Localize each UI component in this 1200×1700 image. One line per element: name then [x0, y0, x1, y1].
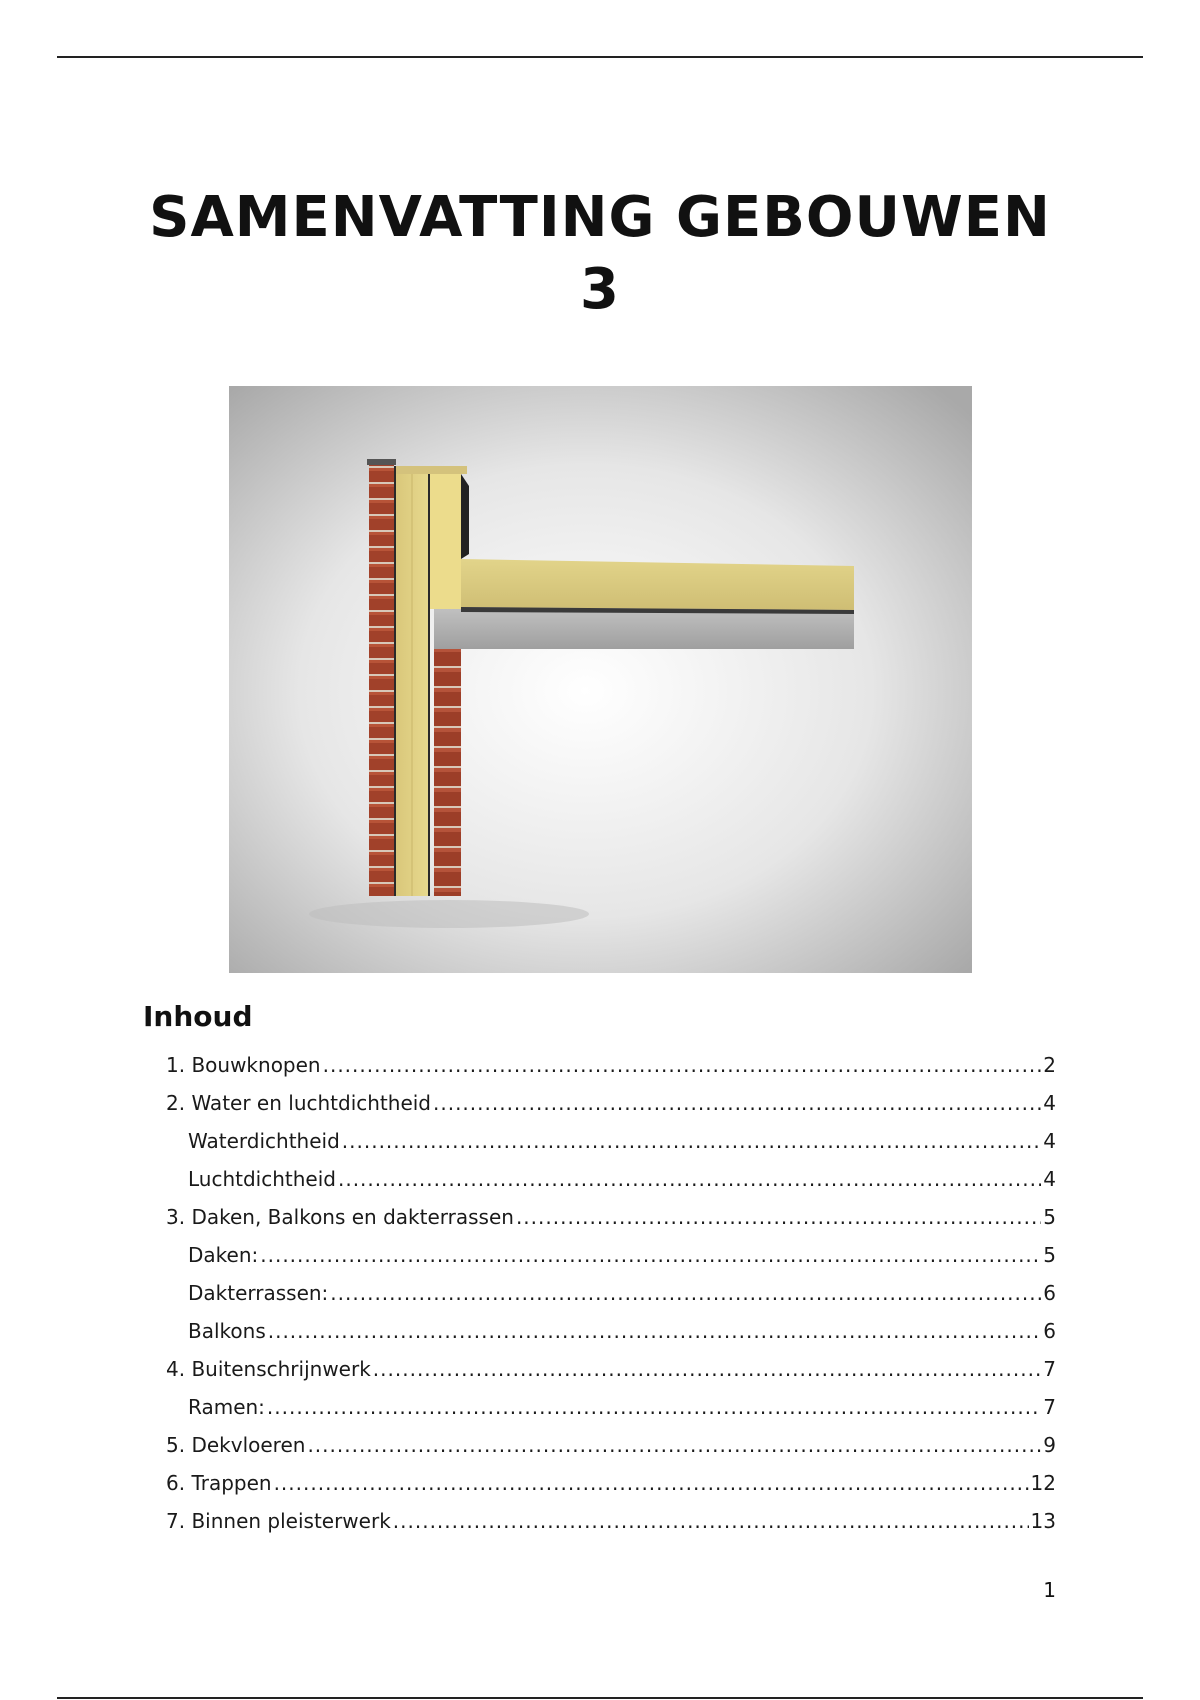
toc-entry[interactable]	[166, 1198, 1056, 1236]
toc-dot-leader	[268, 1312, 1042, 1350]
toc-entry[interactable]	[166, 1426, 1056, 1464]
toc-entry[interactable]	[166, 1464, 1056, 1502]
toc-dot-leader	[330, 1274, 1041, 1312]
toc-entry-page: 7	[1043, 1395, 1056, 1419]
toc-entry-page: 4	[1043, 1167, 1056, 1191]
toc-entry-label: 3. Daken, Balkons en dakterrassen	[166, 1205, 514, 1229]
toc-entry-page: 4	[1043, 1091, 1056, 1115]
toc-entry-label: 6. Trappen	[166, 1471, 272, 1495]
toc-entry-page: 13	[1030, 1509, 1056, 1533]
toc-entry-page: 7	[1043, 1357, 1056, 1381]
toc-entry-page: 4	[1043, 1129, 1056, 1153]
page-number: 1	[1043, 1578, 1056, 1602]
toc-entry[interactable]	[166, 1084, 1056, 1122]
toc-entry[interactable]	[166, 1236, 1056, 1274]
table-of-contents	[166, 1046, 1056, 1540]
toc-dot-leader	[323, 1046, 1042, 1084]
toc-entry-label: 7. Binnen pleisterwerk	[166, 1509, 391, 1533]
toc-entry-label: Dakterrassen:	[188, 1281, 329, 1305]
toc-dot-leader	[393, 1502, 1029, 1540]
toc-dot-leader	[516, 1198, 1041, 1236]
toc-entry-page: 6	[1043, 1319, 1056, 1343]
toc-entry[interactable]	[166, 1312, 1056, 1350]
toc-entry-page: 5	[1043, 1243, 1056, 1267]
toc-entry[interactable]	[166, 1274, 1056, 1312]
toc-dot-leader	[433, 1084, 1041, 1122]
toc-dot-leader	[342, 1122, 1041, 1160]
title-line-1: SAMENVATTING GEBOUWEN	[149, 185, 1051, 250]
toc-entry-page: 12	[1030, 1471, 1056, 1495]
toc-entry[interactable]	[166, 1502, 1056, 1540]
footer-rule	[57, 1697, 1143, 1699]
toc-entry-page: 5	[1043, 1205, 1056, 1229]
toc-dot-leader	[373, 1350, 1041, 1388]
toc-entry[interactable]	[166, 1046, 1056, 1084]
toc-entry[interactable]	[166, 1122, 1056, 1160]
toc-entry-page: 6	[1043, 1281, 1056, 1305]
toc-dot-leader	[260, 1236, 1041, 1274]
toc-dot-leader	[274, 1464, 1029, 1502]
toc-dot-leader	[267, 1388, 1041, 1426]
toc-entry[interactable]	[166, 1388, 1056, 1426]
toc-entry-label: 5. Dekvloeren	[166, 1433, 306, 1457]
toc-entry[interactable]	[166, 1160, 1056, 1198]
toc-entry[interactable]	[166, 1350, 1056, 1388]
toc-heading: Inhoud	[143, 1000, 253, 1033]
toc-entry-label: Daken:	[188, 1243, 259, 1267]
wall-roof-junction-illustration	[229, 386, 972, 973]
header-rule	[57, 56, 1143, 58]
toc-entry-label: 4. Buitenschrijnwerk	[166, 1357, 371, 1381]
toc-entry-label: Waterdichtheid	[188, 1129, 340, 1153]
toc-entry-label: Luchtdichtheid	[188, 1167, 336, 1191]
toc-dot-leader	[307, 1426, 1041, 1464]
title-line-2: 3	[580, 257, 620, 322]
toc-entry-label: 2. Water en luchtdichtheid	[166, 1091, 431, 1115]
document-title	[0, 182, 1200, 326]
toc-dot-leader	[338, 1160, 1041, 1198]
toc-entry-label: 1. Bouwknopen	[166, 1053, 321, 1077]
toc-entry-label: Ramen:	[188, 1395, 265, 1419]
toc-entry-page: 9	[1043, 1433, 1056, 1457]
toc-entry-page: 2	[1043, 1053, 1056, 1077]
toc-entry-label: Balkons	[188, 1319, 266, 1343]
